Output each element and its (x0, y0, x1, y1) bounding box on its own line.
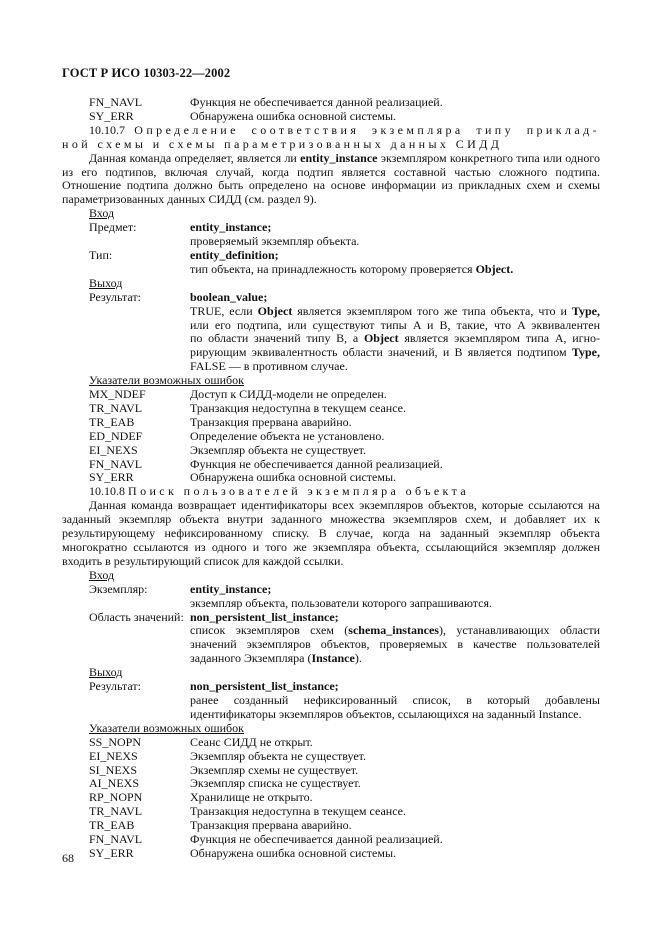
error-code: FN_NAVL (89, 456, 143, 471)
error-text: Определение объекта не установлено. (190, 428, 385, 443)
error-code: TR_EAB (89, 414, 135, 429)
error-code: ED_NDEF (89, 428, 143, 443)
param-row (62, 221, 600, 235)
errors-heading: Указатели возможных ошибок (89, 373, 244, 388)
param-desc: проверяемый экземпляр объекта. (190, 234, 360, 249)
output-heading: Выход (89, 665, 123, 680)
error-row (62, 736, 600, 750)
param-desc: экземпляр объекта, пользователи которого запрашиваются. (190, 595, 493, 610)
param-name: entity_instance; (190, 581, 272, 596)
param-label: Предмет: (89, 220, 137, 235)
result-line: TRUE, если Object является экземпляром того же типа объекта, что и Type, (190, 303, 600, 318)
error-text: Транзакция прервана аварийно. (190, 414, 352, 429)
section-title (62, 124, 600, 138)
error-row (62, 777, 600, 791)
error-row (62, 805, 600, 819)
error-code: EI_NEXS (89, 442, 138, 457)
param-name: non_persistent_list_instance; (190, 609, 339, 624)
error-text: Обнаружена ошибка основной системы. (190, 108, 397, 123)
error-code: EI_NEXS (89, 748, 138, 763)
error-text: Функция не обеспечивается данной реализацией. (190, 832, 443, 847)
error-text: Транзакция недоступна в текущем сеансе. (190, 804, 407, 819)
page-body (62, 96, 600, 861)
output-heading: Выход (89, 275, 123, 290)
error-code: SI_NEXS (89, 762, 138, 777)
section-title-line2: ной схемы и схемы параметризованных данных СИДД (62, 136, 503, 151)
param-row (62, 249, 600, 263)
error-row (62, 458, 600, 472)
error-row (62, 833, 600, 847)
error-row (62, 96, 600, 110)
error-row (62, 791, 600, 805)
error-row (62, 416, 600, 430)
error-row (62, 110, 600, 124)
param-name: entity_instance; (190, 220, 272, 235)
section-description: Данная команда определяет, является ли entity_instance экземпляром конкретного типа или одного из его подтипов, включая случай, когда подтип является составной частью сложного подтипа. Отношение подтипа должно быть определено на основе информации из прикладных схем и схемы параметризованных данных СИДД (см. раздел 9). (62, 150, 600, 207)
error-text: Обнаружена ошибка основной системы. (190, 845, 397, 860)
param-label: Экземпляр: (89, 581, 148, 596)
param-row (62, 291, 600, 305)
section-number: 10.10.8 (89, 484, 125, 499)
error-code: FN_NAVL (89, 832, 143, 847)
section-title (62, 485, 600, 499)
error-code: AI_NEXS (89, 776, 139, 791)
error-row (62, 430, 600, 444)
input-heading: Вход (89, 206, 115, 221)
param-name: non_persistent_list_instance; (190, 679, 339, 694)
result-description (62, 305, 600, 375)
error-text: Обнаружена ошибка основной системы. (190, 470, 397, 485)
error-text: Сеанс СИДД не открыт. (190, 734, 313, 749)
error-row (62, 388, 600, 402)
param-row (62, 680, 600, 694)
page-header: ГОСТ Р ИСО 10303-22—2002 (62, 66, 231, 80)
error-row (62, 402, 600, 416)
param-name: boolean_value; (190, 289, 268, 304)
result-line: рирующим эквивалентность области значений, и B является подтипом Type, (190, 345, 600, 360)
section-title-line1: Определение соответствия экземпляра типу приклад- (134, 122, 600, 137)
error-code: TR_NAVL (89, 400, 143, 415)
param-label: Тип: (89, 247, 113, 262)
page-number: 68 (62, 851, 74, 865)
error-code: SY_ERR (89, 108, 134, 123)
input-heading: Вход (89, 567, 115, 582)
section-number: 10.10.7 (89, 122, 125, 137)
error-code: RP_NOPN (89, 790, 143, 805)
param-label: Область значений: (89, 609, 184, 624)
param-desc: список экземпляров схем (schema_instances), устанавливающих области значений экземпляров объектов, проверяемых в качестве пользователей заданного Экземпляра (Instance). (190, 623, 600, 666)
param-row (62, 583, 600, 597)
param-desc: ранее созданный нефиксированный список, в который добавлены идентификаторы экземпляров объектов, ссылающихся на заданный Instance. (190, 692, 600, 721)
error-row (62, 444, 600, 458)
error-row (62, 471, 600, 485)
error-row (62, 750, 600, 764)
error-code: TR_NAVL (89, 804, 143, 819)
param-desc: тип объекта, на принадлежность которому проверяется Object. (190, 261, 514, 276)
result-line: по области значений типу B, а Object является экземпляром типа A, игно- (190, 331, 600, 346)
result-line: FALSE — в противном случае. (190, 359, 348, 374)
error-text: Функция не обеспечивается данной реализацией. (190, 456, 443, 471)
param-row (62, 611, 600, 625)
error-text: Функция не обеспечивается данной реализацией. (190, 95, 443, 109)
section-title-text: Поиск пользователей экземпляра объекта (128, 484, 470, 499)
error-text: Транзакция прервана аварийно. (190, 818, 352, 833)
error-code: FN_NAVL (89, 95, 143, 109)
section-description: Данная команда возвращает идентификаторы всех экземпляров объектов, которые ссылаются на заданный экземпляр объекта внутри заданного множества экземпляров схем, и добавляет их к результирующему нефиксированному списку. В случае, когда на заданный экземпляр объекта многократно ссылаются из одного и того же экземпляра объекта, ссылающийся экземпляр должен входить в результирующий список для каждой ссылки. (62, 498, 600, 568)
errors-heading: Указатели возможных ошибок (89, 720, 244, 735)
error-row (62, 819, 600, 833)
error-code: SY_ERR (89, 845, 134, 860)
error-text: Экземпляр объекта не существует. (190, 748, 367, 763)
error-text: Транзакция недоступна в текущем сеансе. (190, 400, 407, 415)
error-code: SY_ERR (89, 470, 134, 485)
error-code: MX_NDEF (89, 387, 146, 402)
param-name: entity_definition; (190, 247, 279, 262)
error-code: TR_EAB (89, 818, 135, 833)
error-text: Экземпляр списка не существует. (190, 776, 361, 791)
error-row (62, 847, 600, 861)
error-text: Экземпляр схемы не существует. (190, 762, 359, 777)
error-text: Хранилище не открыто. (190, 790, 313, 805)
error-code: SS_NOPN (89, 734, 142, 749)
error-text: Доступ к СИДД-модели не определен. (190, 387, 387, 402)
error-list (62, 388, 600, 485)
param-label: Результат: (89, 679, 141, 694)
error-list (62, 736, 600, 861)
result-line: или его подтипа, или существуют типы A и B, такие, что A эквивалентен (190, 317, 600, 332)
param-label: Результат: (89, 289, 141, 304)
error-row (62, 764, 600, 778)
error-text: Экземпляр объекта не существует. (190, 442, 367, 457)
